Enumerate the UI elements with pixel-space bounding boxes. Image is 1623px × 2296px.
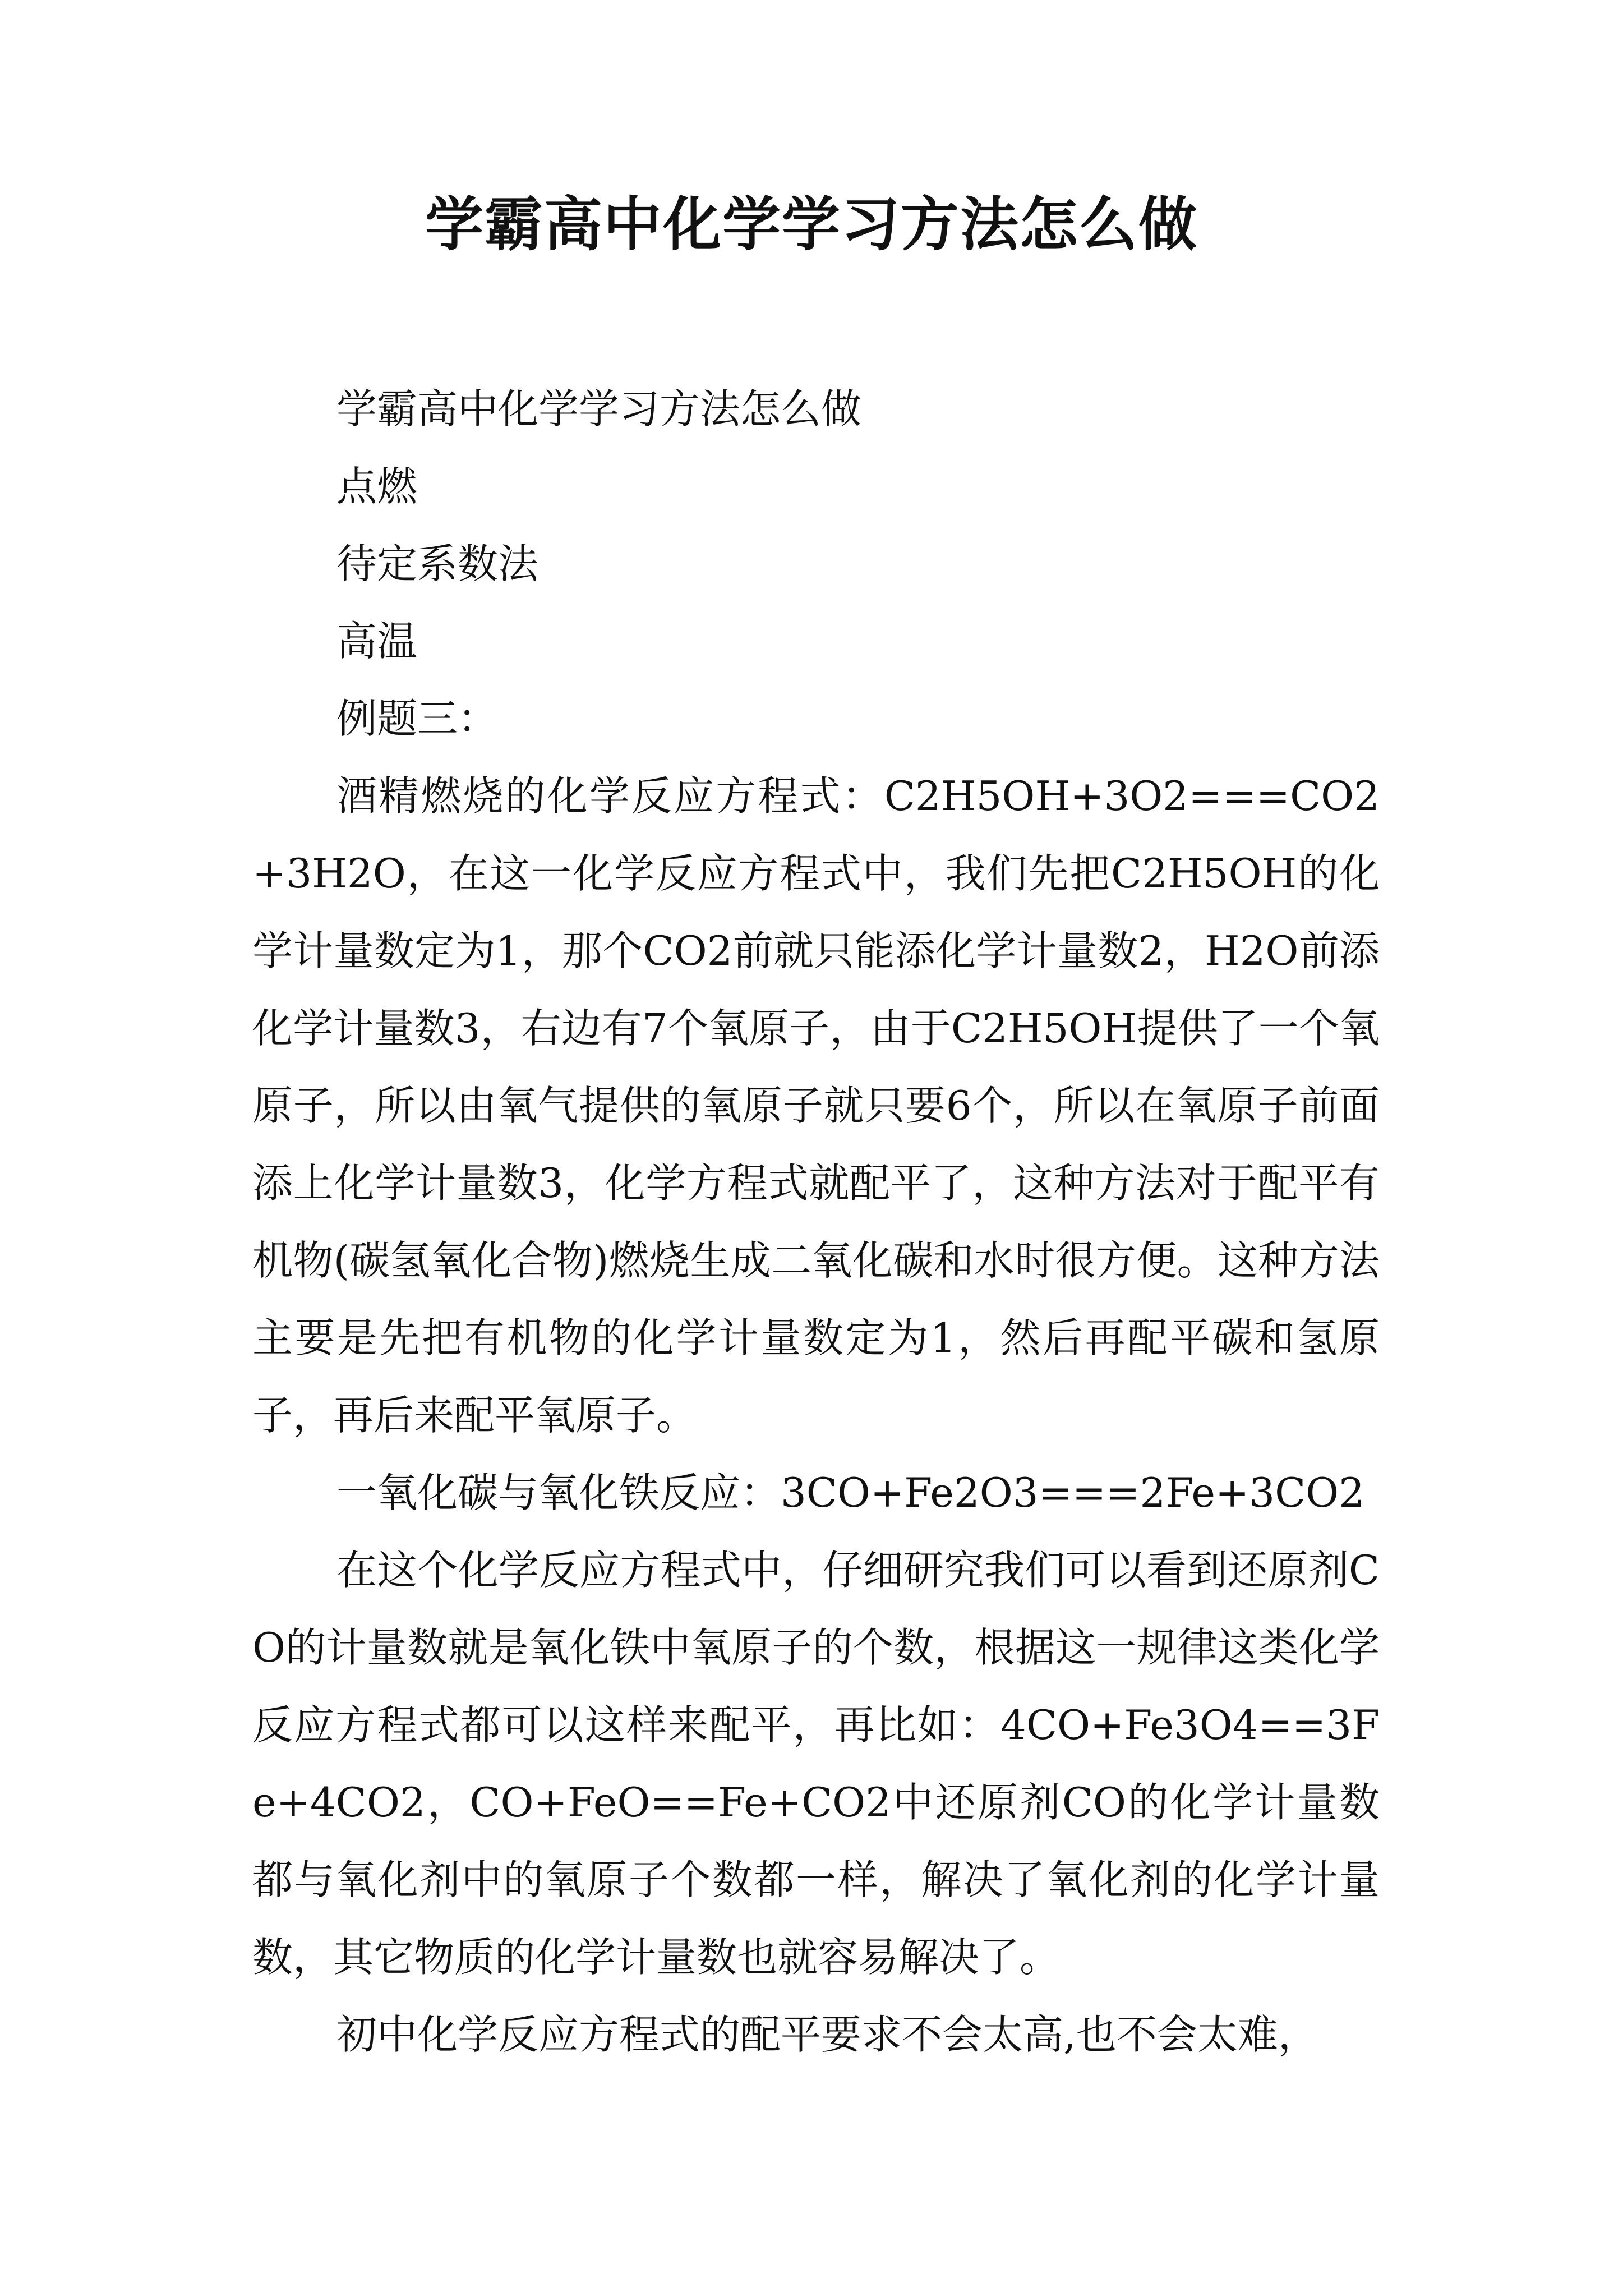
document-body — [252, 370, 1380, 2073]
text-line-ignite: 点燃 — [336, 463, 418, 510]
paragraph-balancing-note: 初中化学反应方程式的配平要求不会太高,也不会太难， — [336, 2011, 1318, 2058]
text-line-high-temp: 高温 — [336, 618, 418, 665]
subtitle-line: 学霸高中化学学习方法怎么做 — [336, 385, 862, 432]
text-line-method: 待定系数法 — [336, 540, 539, 587]
paragraph-reducing-agent: 在这个化学反应方程式中，仔细研究我们可以看到还原剂CO的计量数就是氧化铁中氧原子的个数，根据这一规律这类化学反应方程式都可以这样来配平，再比如：4CO+Fe3O4==3Fe+4CO2，CO+FeO==Fe+CO2中还原剂CO的化学计量数都与氧化剂中的氧原子个数都一样，解决了氧化剂的化学计量数，其它物质的化学计量数也就容易解决了。 — [252, 1547, 1380, 1981]
paragraph-co-fe2o3: 一氧化碳与氧化铁反应：3CO+Fe2O3===2Fe+3CO2 — [336, 1469, 1365, 1516]
paragraph-ethanol-combustion: 酒精燃烧的化学反应方程式：C2H5OH+3O2===CO2+3H2O，在这一化学反应方程式中，我们先把C2H5OH的化学计量数定为1，那个CO2前就只能添化学计量数2，H2O前添化学计量数3，右边有7个氧原子，由于C2H5OH提供了一个氧原子，所以由氧气提供的氧原子就只要6个，所以在氧原子前面添上化学计量数3，化学方程式就配平了，这种方法对于配平有机物(碳氢氧化合物)燃烧生成二氧化碳和水时很方便。这种方法主要是先把有机物的化学计量数定为1，然后再配平碳和氢原子，再后来配平氧原子。 — [252, 772, 1380, 1439]
document-title: 学霸高中化学学习方法怎么做 — [425, 190, 1198, 259]
text-line-example-3: 例题三： — [336, 695, 499, 742]
